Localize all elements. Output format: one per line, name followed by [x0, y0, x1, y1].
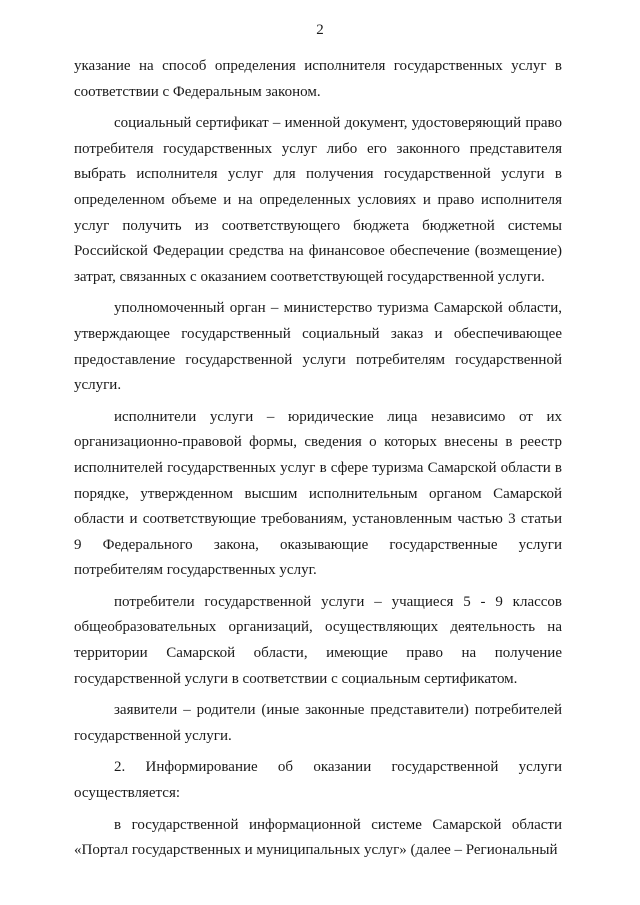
document-body	[74, 54, 562, 870]
paragraph-authorized-body: уполномоченный орган – министерство туризма Самарской области, утверждающее государственный социальный заказ и обеспечивающее предоставление государственной услуги потребителям государственной услуги.	[74, 300, 562, 394]
paragraph-regional-portal: в государственной информационной системе Самарской области «Портал государственных и муниципальных услуг» (далее – Региональный	[74, 816, 562, 859]
paragraph-informing: 2. Информирование об оказании государственной услуги осуществляется:	[74, 759, 562, 802]
page-number: 2	[316, 22, 324, 38]
paragraph-service-providers: исполнители услуги – юридические лица независимо от их организационно-правовой формы, сведения о которых внесены в реестр исполнителей государственных услуг в сфере туризма Самарской области в порядке, утвержденном высшим исполнительным органом Самарской области и соответствующие требованиям, установленным частью 3 статьи 9 Федерального закона, оказывающие государственные услуги потребителям государственных услуг.	[74, 408, 562, 579]
paragraph-social-certificate: социальный сертификат – именной документ, удостоверяющий право потребителя государственных услуг либо его законного представителя выбрать исполнителя услуг для получения государственной услуги в определенном объеме и на определенных условиях и право исполнителя услуг получить из соответствующего бюджета бюджетной системы Российской Федерации средства на финансовое обеспечение (возмещение) затрат, связанных с оказанием соответствующей государственной услуги.	[74, 115, 562, 285]
paragraph-method-of-determination: указание на способ определения исполнителя государственных услуг в соответствии с Федеральным законом.	[74, 58, 562, 100]
paragraph-service-consumers: потребители государственной услуги – учащиеся 5 - 9 классов общеобразовательных организаций, осуществляющих деятельность на территории Самарской области, имеющие право на получение государственной услуги в соответствии с социальным сертификатом.	[74, 593, 562, 687]
paragraph-applicants: заявители – родители (иные законные представители) потребителей государственной услуги.	[74, 702, 562, 744]
